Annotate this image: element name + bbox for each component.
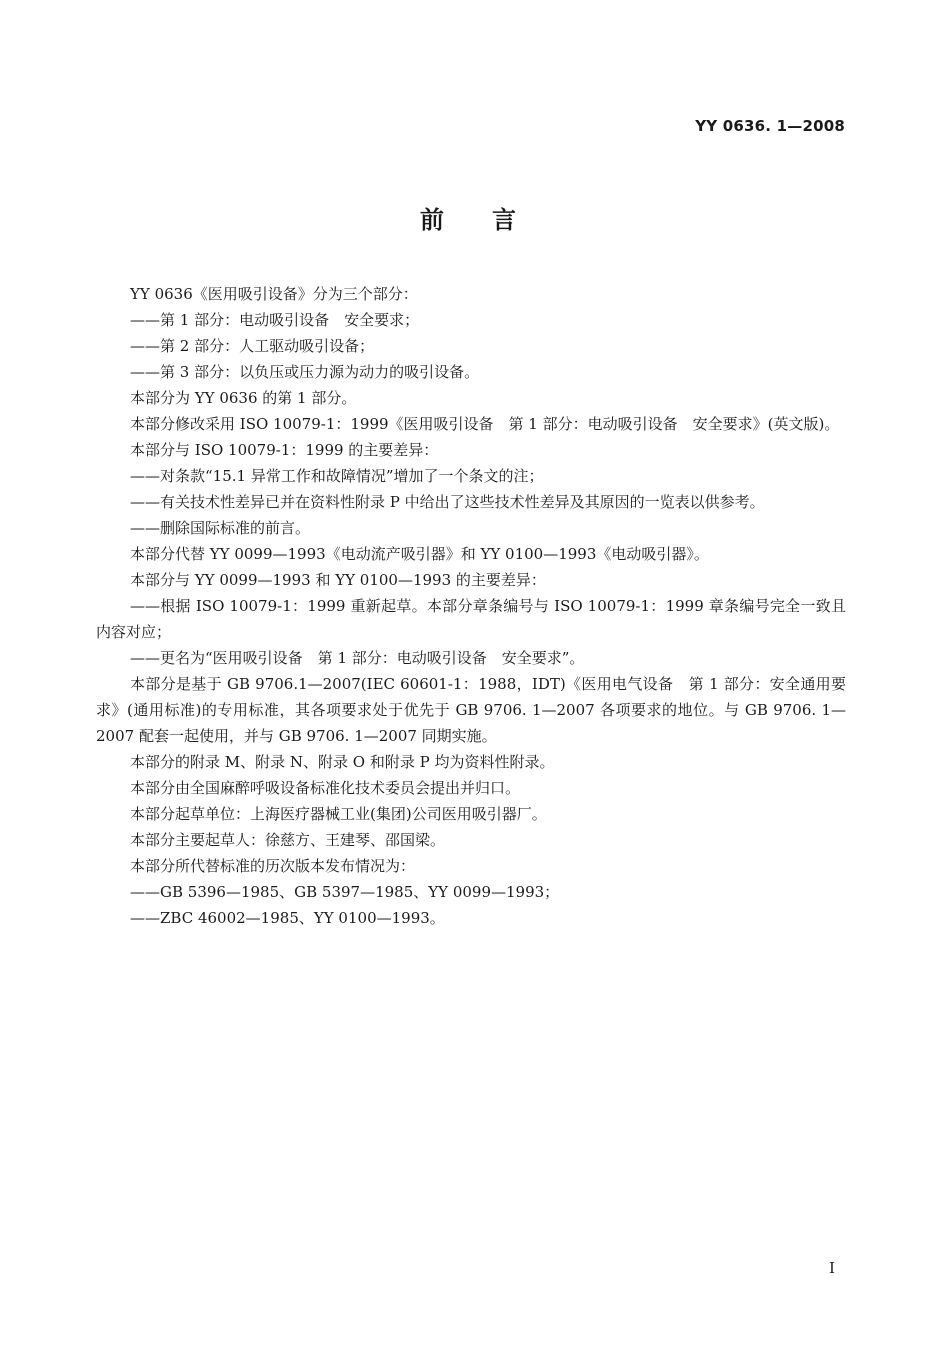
page-title: 前言 [420,206,564,234]
paragraph: ——更名为“医用吸引设备 第 1 部分：电动吸引设备 安全要求”。 [130,649,585,667]
paragraph: 本部分起草单位：上海医疗器械工业(集团)公司医用吸引器厂。 [130,805,547,823]
paragraph: 本部分与 YY 0099—1993 和 YY 0100—1993 的主要差异： [130,571,546,589]
document-id: YY 0636. 1—2008 [695,117,845,135]
paragraph: 本部分与 ISO 10079-1：1999 的主要差异： [130,441,439,459]
paragraph: ——第 2 部分：人工驱动吸引设备； [130,337,375,355]
paragraph: 本部分代替 YY 0099—1993《电动流产吸引器》和 YY 0100—1993《电动吸引器》。 [130,545,709,563]
paragraph: ——根据 ISO 10079-1：1999 重新起草。本部分章条编号与 ISO 10079-1：1999 章条编号完全一致且内容对应； [96,597,846,641]
paragraph: 本部分是基于 GB 9706.1—2007(IEC 60601-1：1988，IDT)《医用电气设备 第 1 部分：安全通用要求》(通用标准)的专用标准，其各项要求处于优先于 GB 9706. 1—2007 各项要求的地位。与 GB 9706. 1—2007 配套一起使用，并与 GB 9706. 1—2007 同期实施。 [96,675,846,745]
paragraph: ——GB 5396—1985、GB 5397—1985、YY 0099—1993； [130,883,560,901]
paragraph: ——ZBC 46002—1985、YY 0100—1993。 [130,909,445,927]
paragraph: 本部分修改采用 ISO 10079-1：1999《医用吸引设备 第 1 部分：电动吸引设备 安全要求》(英文版)。 [130,415,840,433]
page-number: I [829,1259,835,1277]
paragraph: ——第 1 部分：电动吸引设备 安全要求； [130,311,420,329]
paragraph: 本部分为 YY 0636 的第 1 部分。 [130,389,357,407]
paragraph: ——对条款“15.1 异常工作和故障情况”增加了一个条文的注； [130,467,544,485]
paragraph: 本部分所代替标准的历次版本发布情况为： [130,857,416,875]
foreword-body [96,281,846,931]
paragraph: ——有关技术性差异已并在资料性附录 P 中给出了这些技术性差异及其原因的一览表以供参考。 [130,493,765,511]
paragraph: 本部分的附录 M、附录 N、附录 O 和附录 P 均为资料性附录。 [130,753,555,771]
paragraph: ——删除国际标准的前言。 [130,519,311,537]
paragraph: 本部分主要起草人：徐慈方、王建琴、邵国梁。 [130,831,446,849]
paragraph: 本部分由全国麻醉呼吸设备标准化技术委员会提出并归口。 [130,779,521,797]
paragraph: ——第 3 部分：以负压或压力源为动力的吸引设备。 [130,363,480,381]
paragraph: YY 0636《医用吸引设备》分为三个部分： [130,285,418,303]
